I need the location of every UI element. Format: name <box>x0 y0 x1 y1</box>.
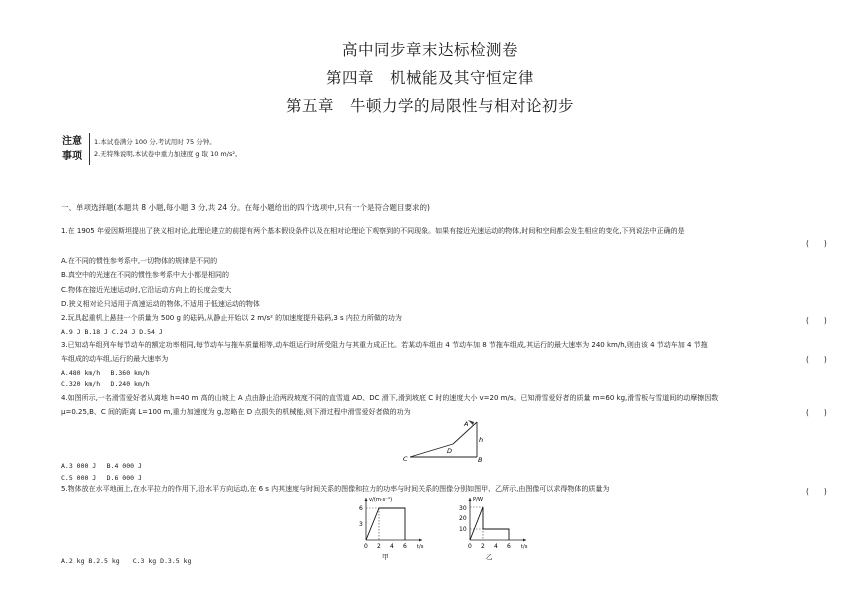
question-4-options-row-1: A.3 000 J B.4 000 J <box>61 462 142 470</box>
pt-graph-xtick-2: 2 <box>481 543 485 550</box>
question-3-stem-line-1: 3.已知动车组列车每节动车的额定功率相同,每节动车与拖车质量相等,动车组运行时所受阻力与其重力成正比。若某动车组由 4 节动车加 8 节拖车组成,其运行的最大速率为 240 km/h,则由该 4 节动车加 4 节拖 <box>61 341 708 349</box>
vt-graph-axis-arrows <box>365 498 423 542</box>
notice-line-2: 2.无特殊说明,本试卷中重力加速度 g 取 10 m/s²。 <box>94 150 242 158</box>
vt-graph-xtick-0: 0 <box>364 543 368 550</box>
notice-label <box>58 134 86 164</box>
question-1-option-b: B.真空中的光速在不同的惯性参考系中大小都是相同的 <box>61 271 230 279</box>
question-3-answer-paren: ( ) <box>806 355 827 364</box>
question-1-option-c: C.物体在接近光速运动时,它沿运动方向上的长度会变大 <box>61 286 232 294</box>
pt-graph-x-label: t/s <box>521 544 528 550</box>
question-3-options-row-1: A.480 km/h B.360 km/h <box>61 369 150 377</box>
question-4-stem-line-1: 4.如图所示,一名滑雪爱好者从离地 h=40 m 高的山坡上 A 点由静止沿两段坡度不同的直雪道 AD、DC 滑下,滑到坡底 C 时的速度大小 v=20 m/s。已知滑雪爱好者的质量 m=60 kg,滑雪板与雪道间的动摩擦因数 <box>61 394 719 402</box>
slope-figure-label-a: A <box>464 420 469 428</box>
slope-figure-label-h: h <box>479 436 484 444</box>
pt-graph-ytick-30: 30 <box>459 505 467 512</box>
slope-figure <box>400 417 490 463</box>
notice-line-1: 1.本试卷满分 100 分,考试用时 75 分钟。 <box>94 138 216 146</box>
vt-graph-xtick-2: 2 <box>377 543 381 550</box>
question-5-options: A.2 kg B.2.5 kg C.3 kg D.3.5 kg <box>61 557 192 565</box>
power-time-graph <box>452 494 534 562</box>
vt-graph-ytick-3: 3 <box>359 521 363 528</box>
vt-graph-xtick-6: 6 <box>403 543 407 550</box>
question-2-answer-paren: ( ) <box>806 316 827 325</box>
notice-lines <box>94 136 241 160</box>
pt-graph-line <box>470 507 509 540</box>
exam-title: 高中同步章末达标检测卷 <box>341 41 518 59</box>
question-3-options-row-2: C.320 km/h D.240 km/h <box>61 380 150 388</box>
pt-graph-xtick-4: 4 <box>494 543 498 550</box>
question-1-option-d: D.狭义相对论只适用于高速运动的物体,不适用于低速运动的物体 <box>61 300 260 308</box>
slope-figure-label-b: B <box>478 456 483 463</box>
pt-graph-ytick-20: 20 <box>459 515 467 522</box>
pt-graph-axis-arrows <box>469 498 527 542</box>
pt-graph-ytick-10: 10 <box>459 526 467 533</box>
slope-figure-label-c: C <box>403 455 408 463</box>
question-1-option-a: A.在不同的惯性参考系中,一切物体的规律是不同的 <box>61 257 218 265</box>
pt-graph-xtick-0: 0 <box>468 543 472 550</box>
notice-label-top: 注意 <box>62 136 82 147</box>
notice-divider <box>89 133 90 165</box>
question-4-options-row-2: C.5 000 J D.6 000 J <box>61 474 142 482</box>
question-4-answer-paren: ( ) <box>806 408 827 417</box>
question-2-stem: 2.玩具起重机上悬挂一个质量为 500 g 的砝码,从静止开始以 2 m/s² 的加速度提升砝码,3 s 内拉力所做的功为 <box>61 314 402 322</box>
vt-graph-caption: 甲 <box>382 553 389 561</box>
pt-graph-caption: 乙 <box>486 553 493 561</box>
question-2-options: A.9 J B.18 J C.24 J D.54 J <box>61 328 163 336</box>
vt-graph-x-label: t/s <box>417 544 424 550</box>
vt-graph-xtick-4: 4 <box>390 543 394 550</box>
question-1-answer-paren: ( ) <box>806 239 827 248</box>
vt-graph-ytick-6: 6 <box>359 505 363 512</box>
chapter-four-title: 第四章 机械能及其守恒定律 <box>325 69 534 87</box>
question-3-stem-line-2: 车组成的动车组,运行的最大速率为 <box>61 355 169 363</box>
question-5-answer-paren: ( ) <box>806 487 827 496</box>
section-heading: 一、单项选择题(本题共 8 小题,每小题 3 分,共 24 分。在每小题给出的四个选项中,只有一个是符合题目要求的) <box>61 203 430 212</box>
slope-figure-label-d: D <box>447 447 453 455</box>
vt-graph-y-label: v/(m·s⁻¹) <box>369 497 393 503</box>
skier-icon <box>468 420 474 425</box>
velocity-time-graph <box>352 494 430 562</box>
pt-graph-y-label: P/W <box>473 497 484 503</box>
notice-label-bottom: 事项 <box>62 151 82 162</box>
question-4-stem-line-2: μ=0.25,B、C 间的距离 L=100 m,重力加速度为 g,忽略在 D 点损失的机械能,则下滑过程中滑雪爱好者做的功为 <box>61 408 411 416</box>
pt-graph-xtick-6: 6 <box>507 543 511 550</box>
vt-graph-line <box>366 508 405 540</box>
chapter-five-title: 第五章 牛顿力学的局限性与相对论初步 <box>285 97 574 115</box>
question-1-stem: 1.在 1905 年爱因斯坦提出了狭义相对论,此理论建立的前提有两个基本假设条件以及在相对论理论下观察到的不同现象。如果有接近光速运动的物体,时间和空间都会发生相应的变化,下列说法中正确的是 <box>61 227 685 235</box>
question-5-stem: 5.物体放在水平地面上,在水平拉力的作用下,沿水平方向运动,在 6 s 内其速度与时间关系的图像和拉力的功率与时间关系的图像分别如图甲、乙所示,由图像可以求得物体的质量为 <box>61 485 610 493</box>
